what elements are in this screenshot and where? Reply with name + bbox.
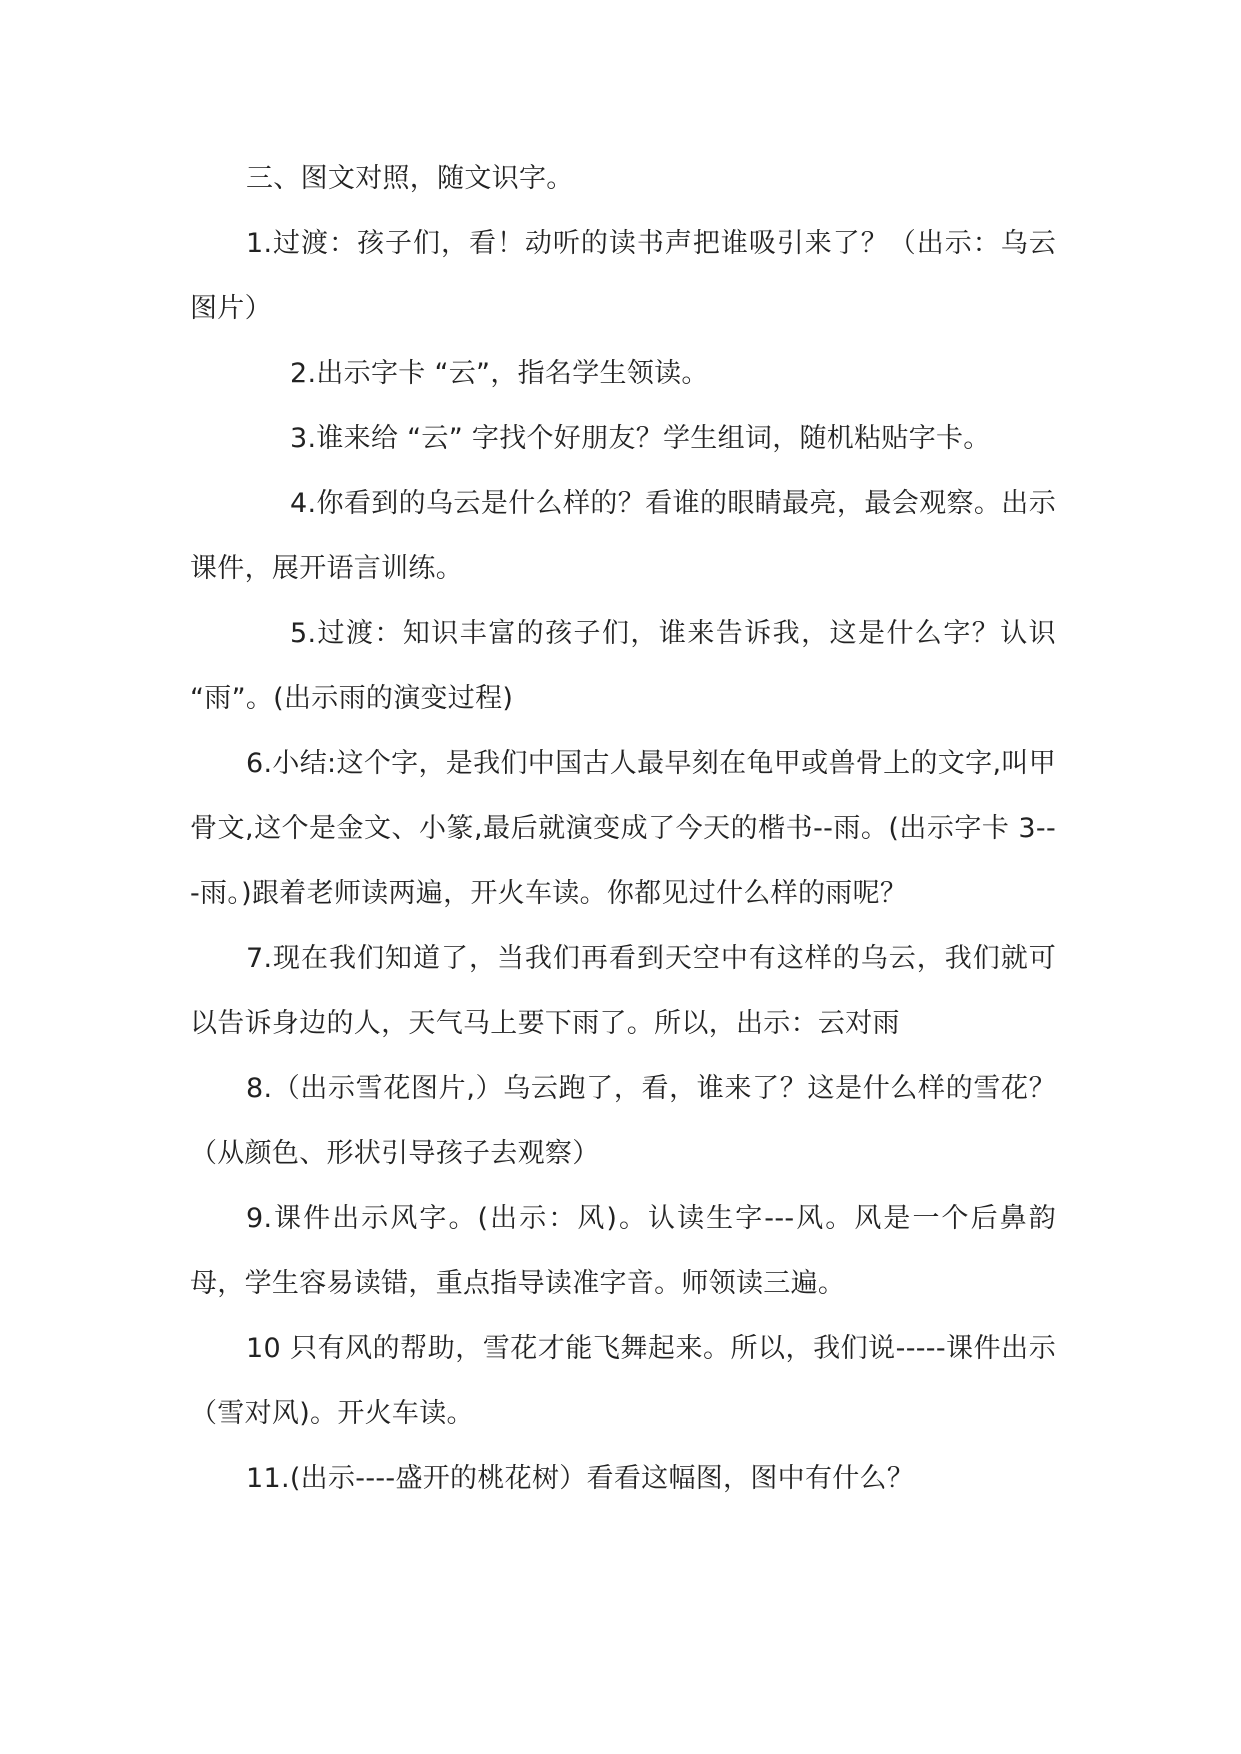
paragraph-10: 10 只有风的帮助，雪花才能飞舞起来。所以，我们说-----课件出示（雪对风)。开火车读。 [190,1333,1056,1429]
paragraph-8: 8.（出示雪花图片,）乌云跑了，看，谁来了？这是什么样的雪花？（从颜色、形状引导孩子去观察） [190,1073,1056,1169]
paragraph-4: 4.你看到的乌云是什么样的？看谁的眼睛最亮，最会观察。出示课件，展开语言训练。 [190,488,1056,584]
paragraph-7: 7.现在我们知道了，当我们再看到天空中有这样的乌云，我们就可以告诉身边的人，天气马上要下雨了。所以，出示：云对雨 [190,943,1056,1039]
paragraph-11: 11.(出示----盛开的桃花树）看看这幅图，图中有什么？ [246,1463,915,1494]
document-body [190,146,1056,1511]
paragraph-6: 6.小结:这个字，是我们中国古人最早刻在龟甲或兽骨上的文字,叫甲骨文,这个是金文、小篆,最后就演变成了今天的楷书--雨。(出示字卡 3---雨。)跟着老师读两遍，开火车读。你都见过什么样的雨呢？ [190,748,1056,909]
paragraph-2: 2.出示字卡 “云”，指名学生领读。 [290,358,709,389]
paragraph-9: 9.课件出示风字。(出示：风)。认读生字---风。风是一个后鼻韵母，学生容易读错，重点指导读准字音。师领读三遍。 [190,1203,1056,1299]
paragraph-1: 1.过渡：孩子们，看！动听的读书声把谁吸引来了？（出示：乌云图片） [190,228,1056,324]
section-heading: 三、图文对照，随文识字。 [246,163,574,194]
paragraph-3: 3.谁来给 “云” 字找个好朋友？学生组词，随机粘贴字卡。 [290,423,991,454]
paragraph-5: 5.过渡：知识丰富的孩子们，谁来告诉我，这是什么字？认识 “雨”。(出示雨的演变过程) [190,618,1056,714]
